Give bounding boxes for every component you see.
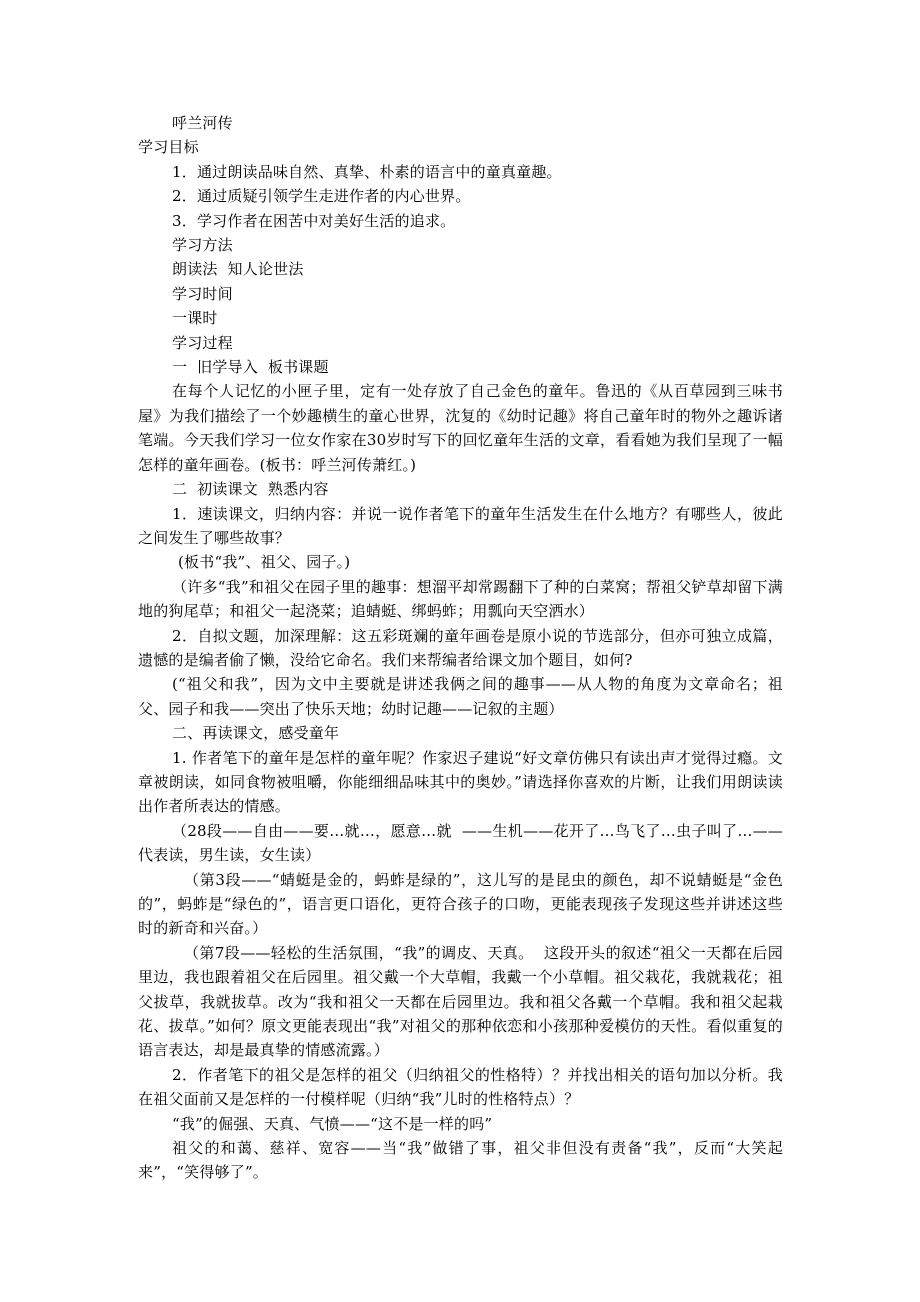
section-heading: 二、再读课文，感受童年	[172, 724, 340, 743]
paragraph: 1. 作者笔下的童年是怎样的童年呢？作家迟子建说“好文章仿佛只有读出声才觉得过瘾。文章被朗读，如同食物被咀嚼，你能细细品味其中的奥妙。”请选择你喜欢的片断，让我们用朗读读出作者所表达的情感。	[138, 748, 783, 816]
paragraph: 2．自拟文题，加深理解：这五彩斑斓的童年画卷是原小说的节选部分，但亦可独立成篇，遗憾的是编者偷了懒，没给它命名。我们来帮编者给课文加个题目，如何?	[138, 626, 783, 669]
document-page	[138, 111, 783, 1185]
paragraph: （第7段——轻松的生活氛围，“我”的调皮、天真。 这段开头的叙述“祖父一天都在后园里边，我也跟着祖父在后园里。祖父戴一个大草帽，我戴一个小草帽。祖父栽花，我就栽花；祖父拔草，我就拔草。改为“我和祖父一天都在后园里边。我和祖父各戴一个草帽。我和祖父起栽花、拔草。”如何？原文更能表现出“我”对祖父的那种依恋和小孩那种爱模仿的天性。看似重复的语言表达，却是最真挚的情感流露。）	[138, 943, 783, 1060]
goal-item: 3．学习作者在困苦中对美好生活的追求。	[172, 211, 456, 230]
paragraph: 在每个人记忆的小匣子里，定有一处存放了自己金色的童年。鲁迅的《从百草园到三味书屋》为我们描绘了一个妙趣横生的童心世界，沈复的《幼时记趣》将自己童年时的物外之趣诉诸笔端。今天我们学习一位女作家在30岁时写下的回忆童年生活的文章，看看她为我们呈现了一幅怎样的童年画卷。(板书：呼兰河传萧红。)	[138, 382, 783, 474]
goals-heading: 学习目标	[138, 138, 199, 157]
section-heading: 二 初读课文 熟悉内容	[172, 480, 329, 499]
goal-item: 2．通过质疑引领学生走进作者的内心世界。	[172, 187, 471, 206]
time-text: 一课时	[172, 309, 218, 328]
paragraph: 祖父的和蔼、慈祥、宽容——当“我”做错了事，祖父非但没有责备“我”，反而“大笑起来”，“笑得够了”。	[138, 1139, 783, 1182]
paragraph: 1．速读课文，归纳内容：并说一说作者笔下的童年生活发生在什么地方？有哪些人，彼此之间发生了哪些故事？	[138, 504, 783, 547]
paragraph: “我”的倔强、天真、气愤——“这不是一样的吗”	[172, 1114, 493, 1133]
method-text: 朗读法 知人论世法	[172, 260, 304, 279]
paragraph: （许多“我”和祖父在园子里的趣事：想溜平却常踢翻下了种的白菜窝；帮祖父铲草却留下满地的狗尾草；和祖父一起浇菜；追蜻蜓、绑蚂蚱；用瓢向天空洒水）	[138, 577, 783, 621]
paragraph: （28段——自由——要…就…，愿意…就 ——生机——花开了…鸟飞了…虫子叫了…——代表读，男生读，女生读）	[138, 821, 783, 865]
goal-item: 1．通过朗读品味自然、真挚、朴素的语言中的童真童趣。	[172, 162, 562, 181]
section-heading: 一 旧学导入 板书课题	[172, 358, 329, 377]
process-heading: 学习过程	[172, 333, 233, 352]
doc-title: 呼兰河传	[172, 114, 233, 132]
paragraph: (板书“我”、祖父、园子。)	[178, 553, 351, 572]
paragraph: （第3段——“蜻蜓是金的，蚂蚱是绿的”，这儿写的是昆虫的颜色，却不说蜻蜓是“金色的”，蚂蚱是“绿色的”，语言更口语化，更符合孩子的口吻，更能表现孩子发现这些并讲述这些时的新奇和兴奋。）	[138, 870, 783, 938]
time-heading: 学习时间	[172, 284, 233, 303]
paragraph: 2．作者笔下的祖父是怎样的祖父（归纳祖父的性格特）？并找出相关的语句加以分析。我在祖父面前又是怎样的一付模样呢（归纳“我”儿时的性格特点）？	[138, 1065, 783, 1109]
paragraph: (“祖父和我”，因为文中主要就是讲述我俩之间的趣事——从人物的角度为文章命名；祖父、园子和我——突出了快乐天地；幼时记趣——记叙的主题）	[138, 675, 783, 718]
method-heading: 学习方法	[172, 236, 233, 255]
